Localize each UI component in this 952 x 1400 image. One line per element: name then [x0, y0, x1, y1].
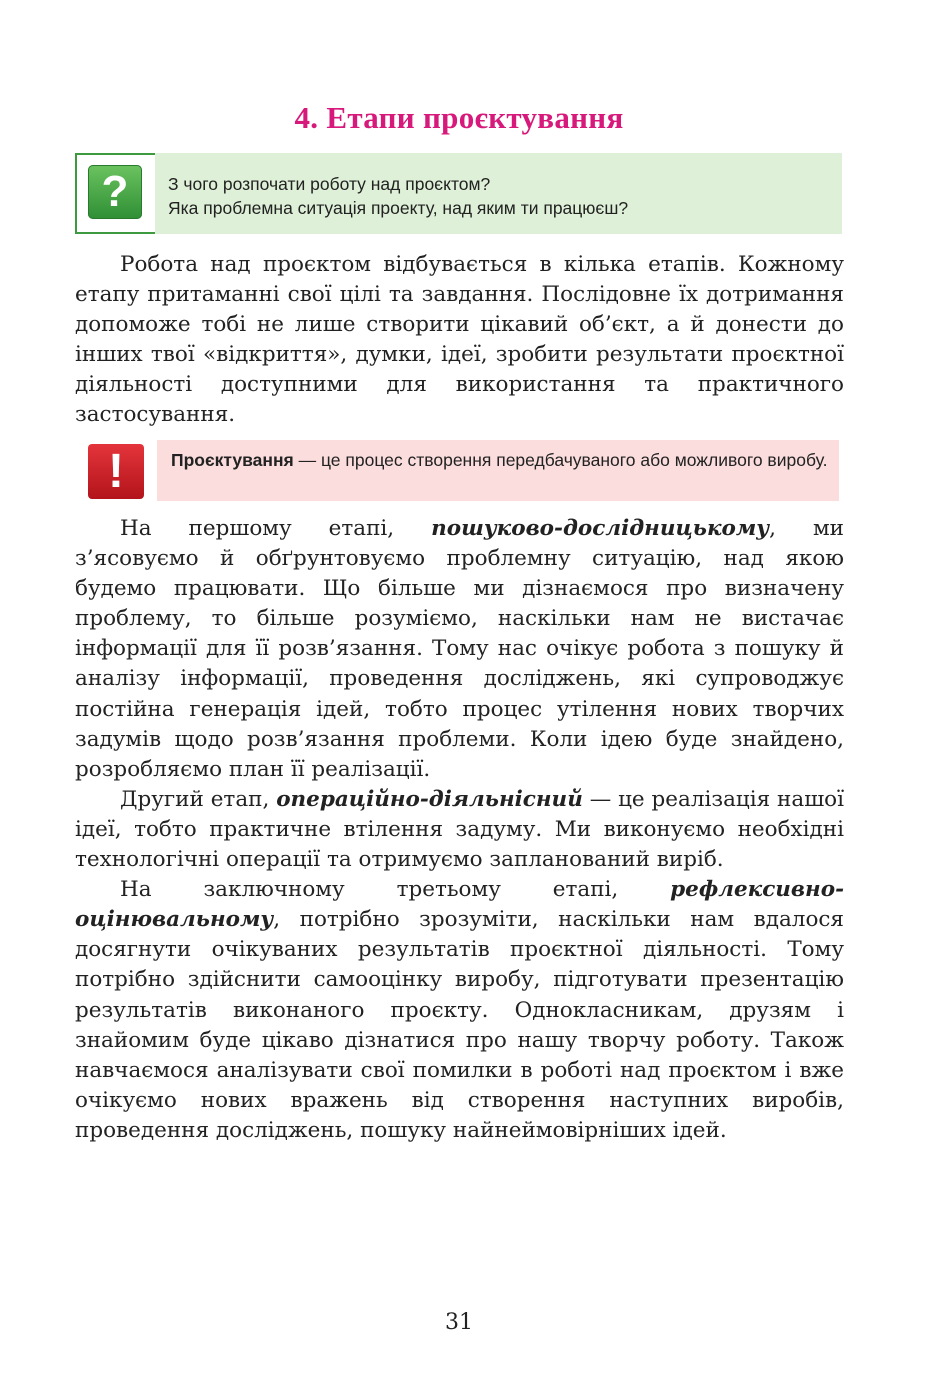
question-mark-icon: ? [88, 165, 142, 219]
exclamation-icon: ! [88, 444, 144, 499]
definition-term: Проєктування [171, 450, 294, 470]
definition-text [171, 448, 829, 472]
question-line-1: З чого розпочати роботу над проєктом? [168, 174, 491, 194]
stage-2-term: операційно-діяльнісний [276, 786, 583, 812]
stage-2-paragraph: Другий етап, операційно-діяльнісний — це реалізація нашої ідеї, тобто практичне втілення задуму. Ми виконуємо необхідні технологічні операції та отримуємо запланований виріб. [75, 786, 844, 873]
stages-text [75, 514, 844, 1146]
stage-1-term: пошуково-дослідницькому [431, 516, 770, 541]
intro-paragraph: Робота над проєктом відбувається в кілька етапів. Кожному етапу притаманні свої цілі та завдання. Послідовне їх дотримання допоможе тобі не лише створити цікавий об’єкт, а й донести до інших твої «відкриття», думки, ідеї, зробити результати проєктної діяльності доступними для використання та практичного застосування. [75, 252, 844, 428]
stage-3-term: рефлексивно-оцінювальному [75, 877, 844, 933]
page-number: 31 [445, 1310, 473, 1335]
question-box [75, 153, 842, 234]
stage-1-paragraph: На першому етапі, пошуково-дослідницькому, ми з’ясовуємо й обґрунтовуємо проблемну ситуацію, над якою будемо працювати. Що більше ми дізнаємося про визначену проблему, то більше розуміємо, наскільки нам не вистачає інформації для її розв’язання. Тому нас очікує робота з пошуку й аналізу інформації, проведення досліджень, які супроводжує постійна генерація ідей, тобто процес утілення нових творчих задумів щодо розв’язання проблеми. Коли ідею буде знайдено, розробляємо план її реалізації. [75, 516, 844, 782]
page-title: 4. Етапи проєктування [294, 100, 624, 135]
stage-3-paragraph: На заключному третьому етапі, рефлексивно-оцінювальному, потрібно зрозуміти, наскільки нам вдалося досягнути очікуваних результатів проєктної діяльності. Тому потрібно здійснити самооцінку виробу, підготувати презентацію результатів виконаного проєкту. Однокласникам, друзям і знайомим буде цікаво дізнатися про нашу творчу роботу. Також навчаємося аналізувати свої помилки в роботі над проєктом і вже очікуємо нових вражень від створення наступних виробів, проведення досліджень, пошуку найнеймовірніших ідей. [75, 877, 844, 1143]
definition-body: — це процес створення передбачуваного або можливого виробу. [293, 450, 828, 470]
question-line-2: Яка проблемна ситуація проекту, над яким ти працюєш? [168, 198, 629, 218]
question-text [168, 172, 828, 220]
